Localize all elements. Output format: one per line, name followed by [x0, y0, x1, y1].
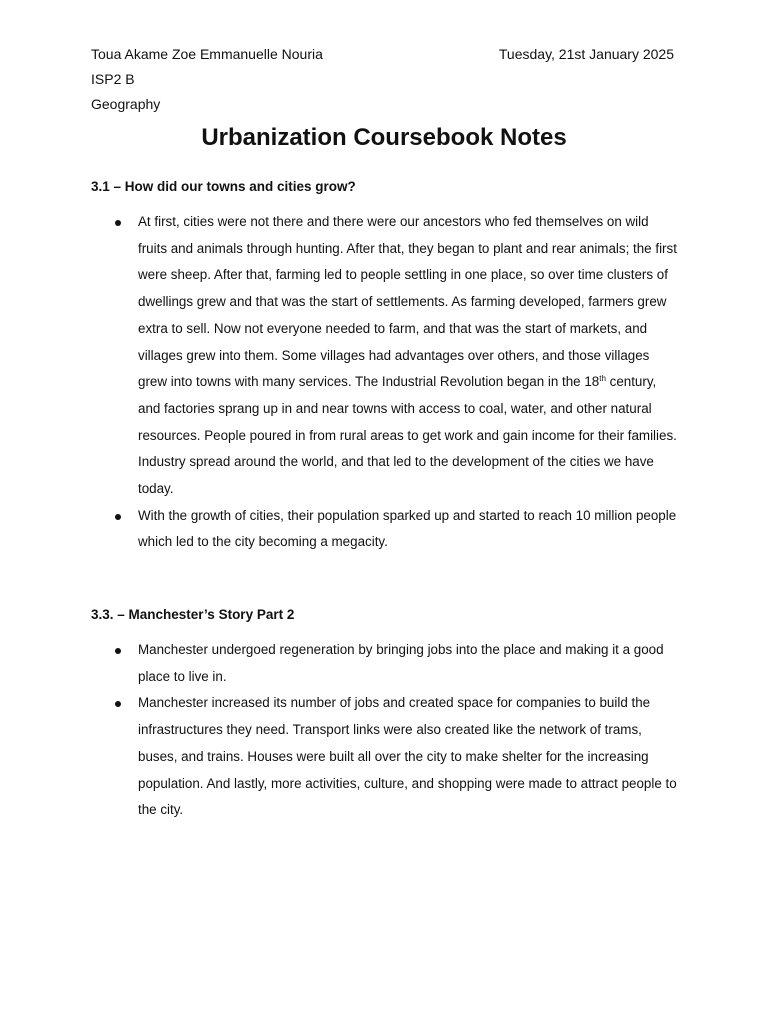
- bullet-text: Manchester undergoed regeneration by bringing jobs into the place and making it a good place to live in.: [138, 642, 664, 684]
- ordinal-superscript: th: [599, 374, 606, 384]
- list-item: [91, 209, 681, 503]
- bullet-icon: [115, 648, 121, 654]
- list-item: [91, 503, 681, 556]
- bullet-text: Manchester increased its number of jobs and created space for companies to build the infrastructures they need. Transport links were also created like the network of trams, buses, and trains. Houses were built all over the city to make shelter for the increasing population. And lastly, more activities, culture, and shopping were made to attract people to the city.: [138, 695, 677, 818]
- document-date: Tuesday, 21st January 2025: [498, 46, 674, 62]
- bullet-text-part: At first, cities were not there and there were our ancestors who fed themselves on wild fruits and animals through hunting. After that, they began to plant and rear animals; the first were sheep. After that, farming led to people settling in one place, so over time clusters of dwellings grew and that was the start of settlements. As farming developed, farmers grew extra to sell. Now not everyone needed to farm, and that was the start of markets, and villages grew into them. Some villages had advantages over others, and those villages grew into towns with many services. The Industrial Revolution began in the 18: [138, 214, 677, 390]
- bullet-text-part: century, and factories sprang up in and near towns with access to coal, water, and other natural resources. People poured in from rural areas to get work and gain income for their families. Industry spread around the world, and that led to the development of the cities we have today.: [138, 374, 677, 497]
- bullet-icon: [115, 220, 121, 226]
- section-heading-3-1: 3.1 – How did our towns and cities grow?: [91, 179, 356, 194]
- subject-name: Geography: [91, 96, 161, 112]
- class-name: ISP2 B: [91, 71, 135, 87]
- section-3-3-bullet-list: [91, 637, 681, 824]
- list-item: [91, 637, 681, 690]
- bullet-icon: [115, 514, 121, 520]
- section-heading-3-3: 3.3. – Manchester’s Story Part 2: [91, 607, 295, 622]
- list-item: [91, 690, 681, 824]
- bullet-icon: [115, 701, 121, 707]
- author-name: Toua Akame Zoe Emmanuelle Nouria: [91, 46, 323, 62]
- bullet-text: With the growth of cities, their population sparked up and started to reach 10 million people which led to the city becoming a megacity.: [138, 507, 677, 550]
- document-title: Urbanization Coursebook Notes: [201, 124, 567, 151]
- section-3-1-bullet-list: [91, 209, 681, 556]
